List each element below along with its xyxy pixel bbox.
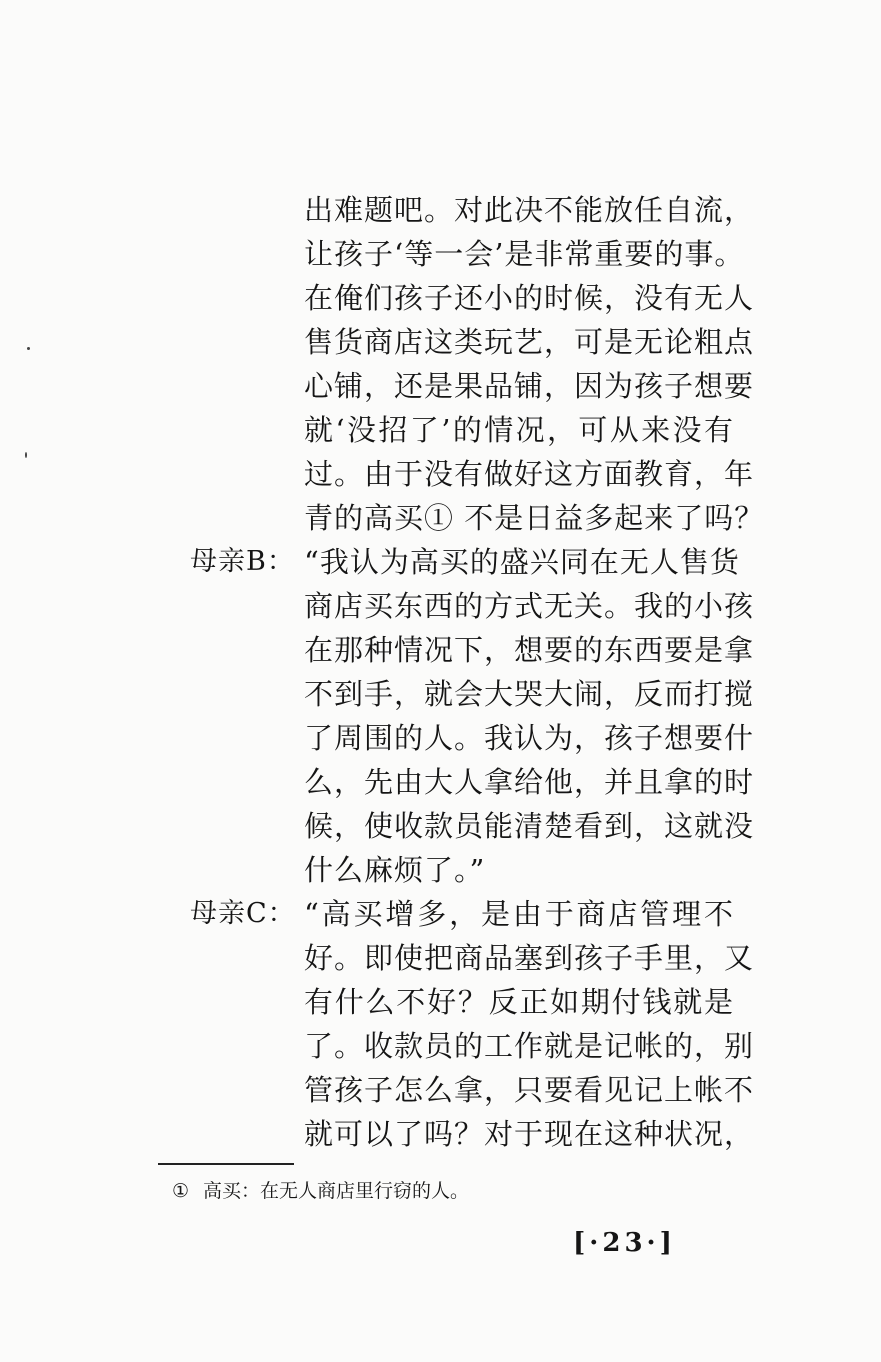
scan-speck xyxy=(25,452,27,458)
text-line: 青的高买① 不是日益多起来了吗？ xyxy=(304,501,765,535)
speaker-label: 母亲B： xyxy=(190,546,295,577)
speaker-label: 母亲C： xyxy=(190,898,296,929)
footnote-rule xyxy=(158,1163,294,1165)
page-number-value: 23 xyxy=(602,1228,647,1258)
page-number: [·23·] xyxy=(573,1228,676,1258)
text-line: 在那种情况下，想要的东西要是拿 xyxy=(304,633,755,667)
text-line: 让孩子‘等一会’是非常重要的事。 xyxy=(304,237,745,271)
text-line: 商店买东西的方式无关。我的小孩 xyxy=(304,589,755,623)
text-line: 有什么不好？反正如期付钱就是 xyxy=(304,985,734,1019)
text-line: “高买增多，是由于商店管理不 xyxy=(304,897,734,931)
text-line: 心铺，还是果品铺，因为孩子想要 xyxy=(304,369,755,403)
scan-speck xyxy=(27,347,30,350)
text-line: 好。即使把商品塞到孩子手里，又 xyxy=(304,941,755,975)
text-line: 了周围的人。我认为，孩子想要什 xyxy=(304,721,755,755)
text-line: 售货商店这类玩艺，可是无论粗点 xyxy=(304,325,755,359)
text-line: 过。由于没有做好这方面教育，年 xyxy=(304,457,755,491)
text-line: 不到手，就会大哭大闹，反而打搅 xyxy=(304,677,755,711)
text-line: 么，先由大人拿给他，并且拿的时 xyxy=(304,765,755,799)
footnote-text: 高买：在无人商店里行窃的人。 xyxy=(203,1180,470,1202)
footnote-mark: ① xyxy=(172,1180,190,1202)
text-line: 就可以了吗？对于现在这种状况， xyxy=(304,1117,755,1151)
text-line: 管孩子怎么拿，只要看见记上帐不 xyxy=(304,1073,755,1107)
text-line: 了。收款员的工作就是记帐的，别 xyxy=(304,1029,755,1063)
text-line: 候，使收款员能清楚看到，这就没 xyxy=(304,809,755,843)
text-line: 在俺们孩子还小的时候，没有无人 xyxy=(304,281,755,315)
text-line: “我认为高买的盛兴同在无人售货 xyxy=(304,545,740,579)
footnote xyxy=(172,1178,469,1204)
text-line: 就‘没招了’的情况，可从来没有 xyxy=(304,413,734,447)
text-line: 出难题吧。对此决不能放任自流， xyxy=(304,193,755,227)
text-line: 什么麻烦了。” xyxy=(304,853,486,887)
